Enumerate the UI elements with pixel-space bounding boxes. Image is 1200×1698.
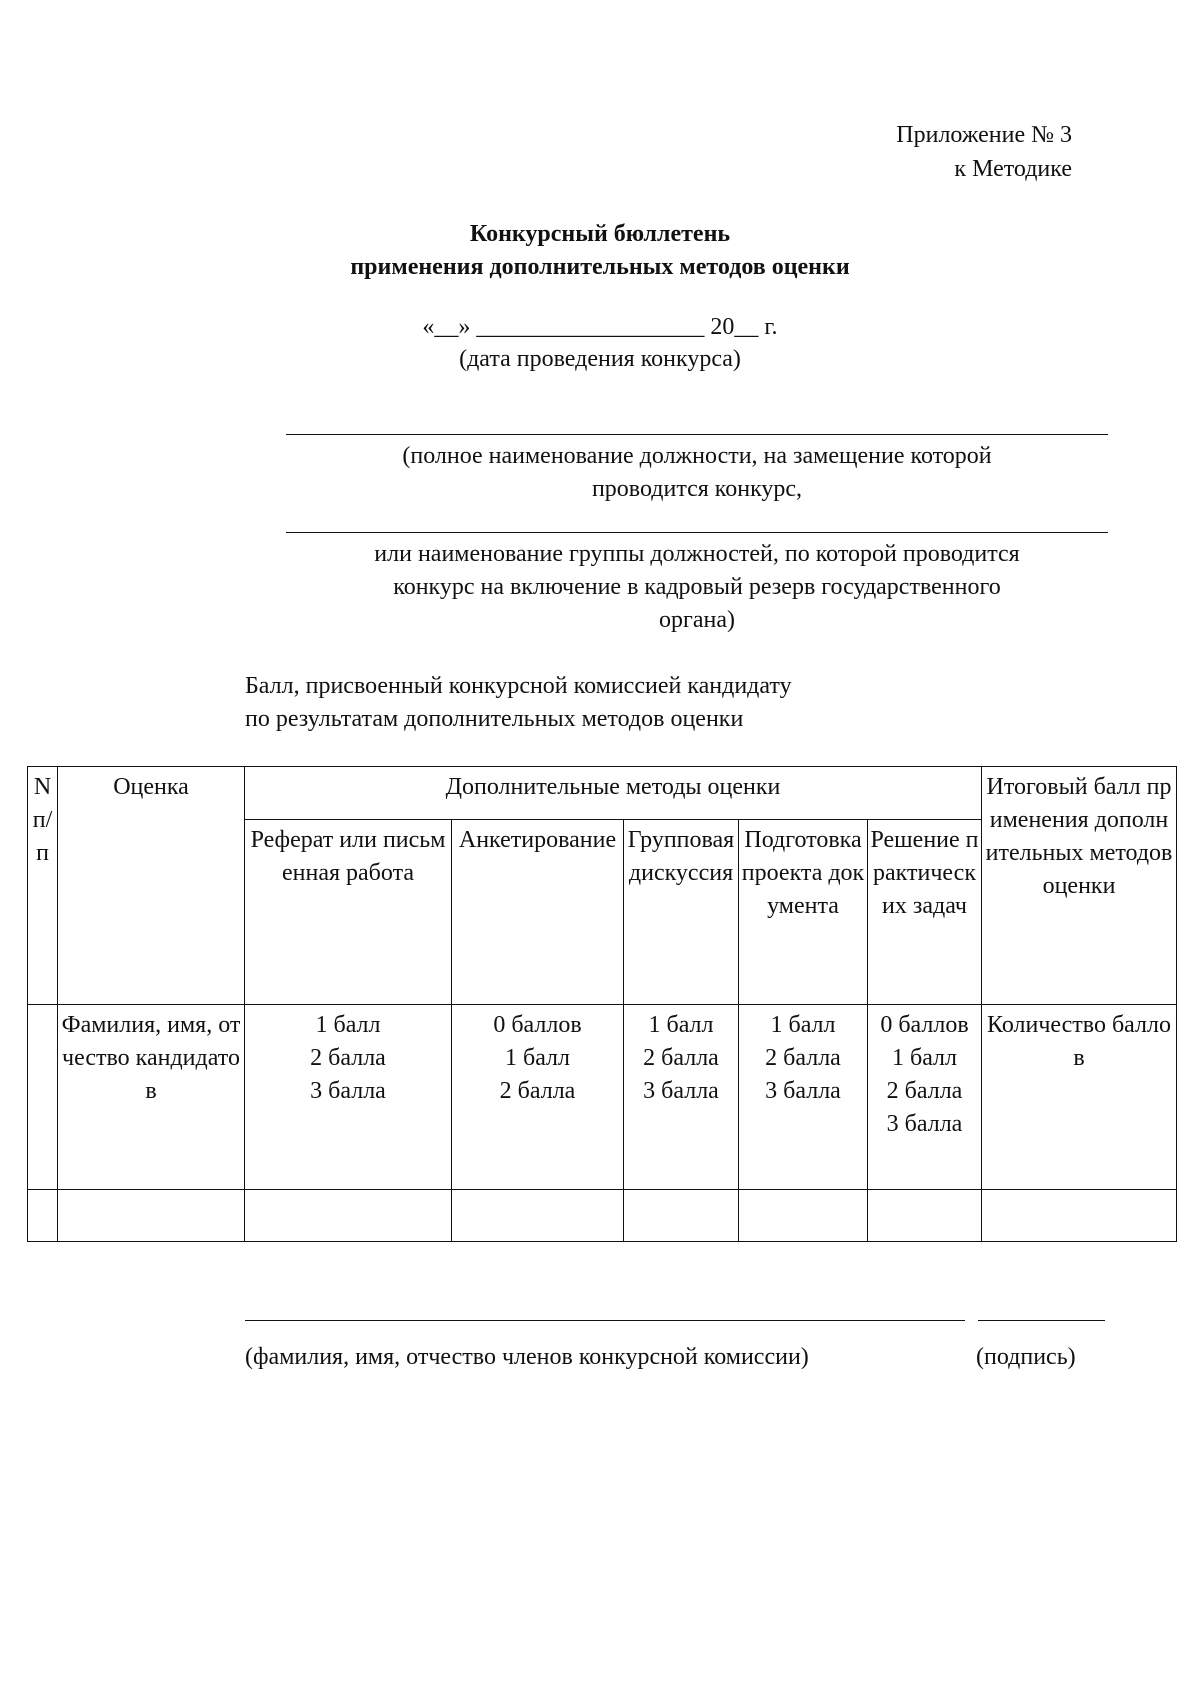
- signature-caption: (подпись): [976, 1344, 1076, 1370]
- score-intro: [245, 670, 792, 736]
- score-option: 0 баллов: [880, 1012, 969, 1038]
- method-questionnaire-header: Анкетирование: [452, 820, 624, 1005]
- methods-header: Дополнительные методы оценки: [245, 767, 982, 820]
- score-option: 2 балла: [886, 1078, 963, 1104]
- row-number-header: N п/ п: [28, 767, 58, 1005]
- appendix-number: Приложение № 3: [896, 122, 1072, 148]
- score-option: 2 балла: [499, 1078, 576, 1104]
- position-caption-2-line-2: конкурс на включение в кадровый резерв государственного: [393, 574, 1001, 600]
- signature-field: [978, 1320, 1105, 1321]
- row-number-cell: [28, 1005, 58, 1190]
- position-caption-1-line-1: (полное наименование должности, на замещение которой: [402, 443, 992, 469]
- document-draft-scores: [739, 1005, 868, 1190]
- empty-cell: [868, 1190, 982, 1242]
- empty-cell: [739, 1190, 868, 1242]
- title-line-1: Конкурсный бюллетень: [469, 221, 731, 247]
- empty-cell: [28, 1190, 58, 1242]
- position-name-field-2: [286, 532, 1108, 533]
- method-essay-header: Реферат или письменная работа: [245, 820, 452, 1005]
- commission-member-caption: (фамилия, имя, отчество членов конкурсной комиссии): [245, 1344, 809, 1370]
- score-option: 3 балла: [765, 1078, 841, 1104]
- position-caption-2-line-3: органа): [659, 607, 735, 633]
- ballot-table: [27, 766, 1177, 1242]
- score-intro-line-1: Балл, присвоенный конкурсной комиссией кандидату: [245, 673, 792, 699]
- practical-tasks-scores: [868, 1005, 982, 1190]
- score-option: 2 балла: [765, 1045, 841, 1071]
- empty-cell: [624, 1190, 739, 1242]
- questionnaire-scores: [452, 1005, 624, 1190]
- position-caption-1: [286, 440, 1108, 506]
- position-caption-1-line-2: проводится конкурс,: [591, 476, 803, 502]
- position-name-field-1: [286, 434, 1108, 435]
- score-option: 1 балл: [504, 1045, 571, 1071]
- score-option: 1 балл: [315, 1012, 381, 1038]
- method-practical-tasks-header: Решение практических задач: [868, 820, 982, 1005]
- candidate-name-label: Фамилия, имя, отчество кандидатов: [58, 1005, 245, 1190]
- total-score-cell: Количество баллов: [982, 1005, 1177, 1190]
- score-option: 3 балла: [310, 1078, 386, 1104]
- empty-cell: [982, 1190, 1177, 1242]
- total-score-header: Итоговый балл применения дополнительных методов оценки: [982, 767, 1177, 1005]
- score-intro-line-2: по результатам дополнительных методов оценки: [245, 706, 744, 732]
- essay-scores: [245, 1005, 452, 1190]
- title-line-2: применения дополнительных методов оценки: [350, 254, 850, 280]
- score-option: 1 балл: [770, 1012, 836, 1038]
- method-document-draft-header: Подготовка проекта документа: [739, 820, 868, 1005]
- appendix-reference: [896, 118, 1072, 186]
- score-option: 3 балла: [643, 1078, 719, 1104]
- score-option: 1 балл: [648, 1012, 714, 1038]
- commission-member-name-field: [245, 1320, 965, 1321]
- empty-cell: [58, 1190, 245, 1242]
- appendix-methodology: к Методике: [954, 156, 1072, 182]
- method-group-discussion-header: Групповая дискуссия: [624, 820, 739, 1005]
- rating-header: Оценка: [58, 767, 245, 1005]
- empty-cell: [452, 1190, 624, 1242]
- score-option: 2 балла: [310, 1045, 386, 1071]
- table-row: [28, 1190, 1177, 1242]
- document-title: [0, 218, 1200, 284]
- position-caption-2-line-1: или наименование группы должностей, по которой проводится: [374, 541, 1020, 567]
- score-option: 0 баллов: [493, 1012, 582, 1038]
- score-option: 3 балла: [886, 1111, 963, 1137]
- position-caption-2: [286, 538, 1108, 637]
- group-discussion-scores: [624, 1005, 739, 1190]
- score-option: 2 балла: [643, 1045, 719, 1071]
- contest-date-caption: (дата проведения конкурса): [459, 346, 741, 372]
- score-option: 1 балл: [891, 1045, 958, 1071]
- empty-cell: [245, 1190, 452, 1242]
- contest-date-field: «__» ___________________ 20__ г.: [422, 314, 778, 340]
